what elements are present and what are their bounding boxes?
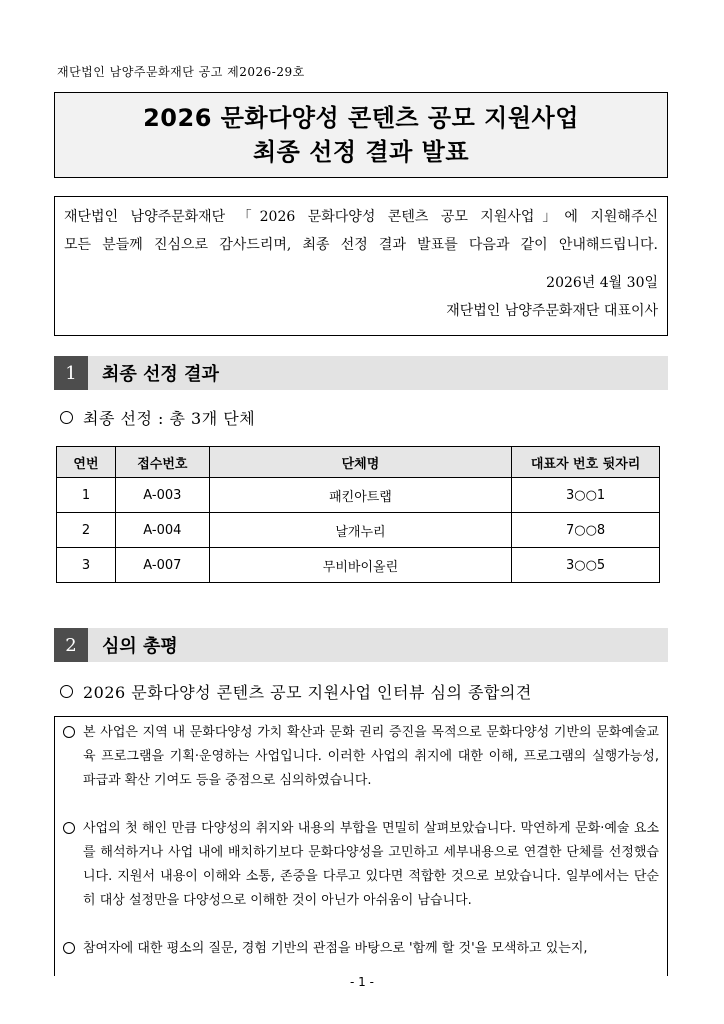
section-2-subheading — [60, 680, 532, 703]
table-row — [57, 548, 660, 583]
intro-signature: 재단법인 남양주문화재단 대표이사 — [446, 303, 658, 319]
section-1-number: 1 — [54, 356, 88, 390]
review-paragraph — [63, 937, 659, 961]
table-row — [57, 513, 660, 548]
cell-rep-phone: 3○○1 — [512, 478, 660, 513]
selection-results-table — [56, 446, 660, 583]
intro-line-2: 모든 분들께 진심으로 감사드리며, 최종 선정 결과 발표를 다음과 같이 안내해드립니다. — [64, 237, 658, 253]
circle-bullet-icon — [63, 726, 75, 738]
cell-no: 1 — [57, 478, 116, 513]
cell-receipt-no: A-007 — [115, 548, 209, 583]
review-paragraph-text: 사업의 첫 해인 만큼 다양성의 취지와 내용의 부합을 면밀히 살펴보았습니다. 막연하게 문화·예술 요소를 해석하거나 사업 내에 배치하기보다 문화다양성을 고민하고 세부내용으로 연결한 단체를 선정했습니다. 지원서 내용이 이해와 소통, 존중을 다루고 있다면 적합한 것으로 보았습니다. 일부에서는 단순히 대상 설정만을 다양성으로 이해한 것이 아닌가 아쉬움이 남습니다. — [83, 821, 659, 908]
review-paragraph — [63, 817, 659, 913]
col-header-receipt-no: 접수번호 — [115, 447, 209, 478]
section-1-subheading — [60, 406, 255, 429]
table-header-row — [57, 447, 660, 478]
review-paragraph-text: 본 사업은 지역 내 문화다양성 가치 확산과 문화 권리 증진을 목적으로 문화다양성 기반의 문화예술교육 프로그램을 기획·운영하는 사업입니다. 이러한 사업의 취지에 대한 이해, 프로그램의 실행가능성, 파급과 확산 기여도 등을 중점으로 심의하였습니다. — [83, 725, 659, 788]
cell-no: 2 — [57, 513, 116, 548]
section-2-subheading-text: 2026 문화다양성 콘텐츠 공모 지원사업 인터뷰 심의 종합의견 — [83, 683, 532, 702]
section-1-title: 최종 선정 결과 — [102, 364, 219, 385]
col-header-no: 연번 — [57, 447, 116, 478]
cell-receipt-no: A-003 — [115, 478, 209, 513]
review-paragraph — [63, 721, 659, 793]
section-1-header — [54, 356, 668, 390]
section-2-title: 심의 총평 — [102, 636, 178, 657]
title-box — [54, 92, 668, 178]
title-line-1: 2026 문화다양성 콘텐츠 공모 지원사업 — [143, 104, 579, 132]
circle-bullet-icon — [60, 685, 73, 698]
intro-date: 2026년 4월 30일 — [546, 275, 658, 291]
page-number: - 1 - — [350, 975, 374, 989]
cell-org-name: 날개누리 — [209, 513, 511, 548]
cell-rep-phone: 3○○5 — [512, 548, 660, 583]
col-header-org-name: 단체명 — [209, 447, 511, 478]
circle-bullet-icon — [63, 942, 75, 954]
circle-bullet-icon — [63, 822, 75, 834]
section-2-header — [54, 628, 668, 662]
intro-line-1: 재단법인 남양주문화재단 「2026 문화다양성 콘텐츠 공모 지원사업」에 지원해주신 — [64, 209, 658, 225]
table-row — [57, 478, 660, 513]
cell-rep-phone: 7○○8 — [512, 513, 660, 548]
title-line-2: 최종 선정 결과 발표 — [252, 138, 470, 166]
notice-number: 재단법인 남양주문화재단 공고 제2026-29호 — [57, 65, 305, 79]
section-2-number: 2 — [54, 628, 88, 662]
review-opinion-box — [54, 716, 668, 976]
cell-receipt-no: A-004 — [115, 513, 209, 548]
review-paragraph-text: 참여자에 대한 평소의 질문, 경험 기반의 관점을 바탕으로 '함께 할 것'을 모색하고 있는지, — [83, 941, 588, 956]
col-header-rep-phone: 대표자 번호 뒷자리 — [512, 447, 660, 478]
circle-bullet-icon — [60, 411, 73, 424]
intro-box — [54, 196, 668, 336]
cell-no: 3 — [57, 548, 116, 583]
cell-org-name: 패킨아트랩 — [209, 478, 511, 513]
section-1-subheading-text: 최종 선정 : 총 3개 단체 — [83, 409, 256, 428]
cell-org-name: 무비바이올린 — [209, 548, 511, 583]
